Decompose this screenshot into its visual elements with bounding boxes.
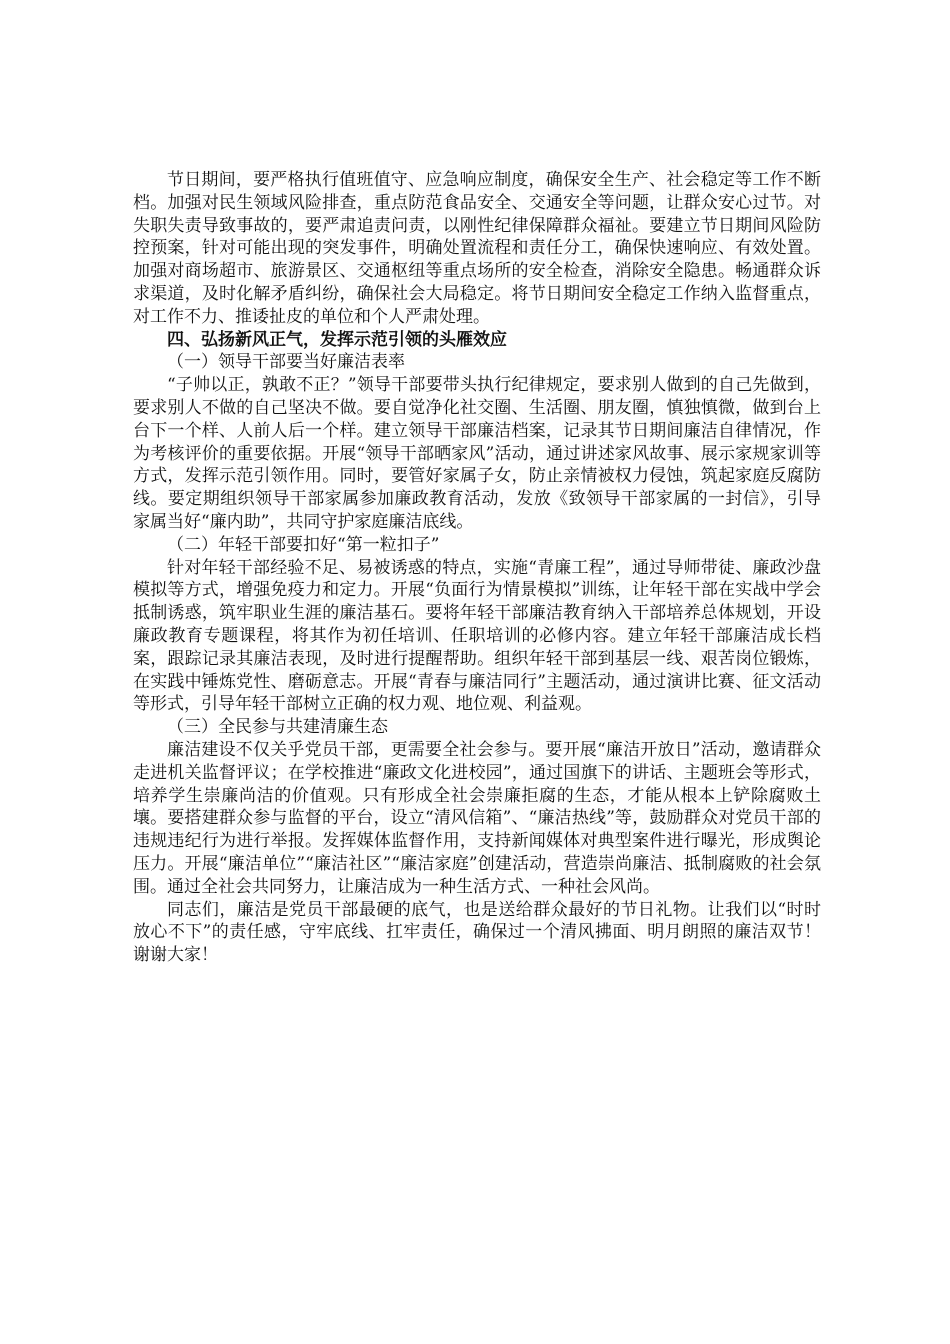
subsection-heading-1: （一）领导干部要当好廉洁表率	[167, 352, 405, 373]
paragraph-public-participation: 廉洁建设不仅关乎党员干部，更需要全社会参与。要开展“廉洁开放日”活动，邀请群众走进机关监督评议；在学校推进“廉政文化进校园”，通过国旗下的讲话、主题班会等形式，培养学生崇廉尚洁的价值观。只有形成全社会崇廉拒腐的生态，才能从根本上铲除腐败土壤。要搭建群众参与监督的平台，设立“清风信箱”、“廉洁热线”等，鼓励群众对党员干部的违规违纪行为进行举报。发挥媒体监督作用，支持新闻媒体对典型案件进行曝光，形成舆论压力。开展“廉洁单位”“廉洁社区”“廉洁家庭”创建活动，营造崇尚廉洁、抵制腐败的社会氛围。通过全社会共同努力，让廉洁成为一种生活方式、一种社会风尚。	[133, 739, 821, 897]
document-page	[133, 169, 821, 967]
section-heading-4: 四、弘扬新风正气，发挥示范引领的头雁效应	[167, 329, 507, 350]
subsection-heading-3: （三）全民参与共建清廉生态	[167, 717, 388, 738]
paragraph-leaders: “子帅以正，孰敢不正？”领导干部要带头执行纪律规定，要求别人做到的自己先做到，要求别人不做的自己坚决不做。要自觉净化社交圈、生活圈、朋友圈，慎独慎微，做到台上台下一个样、人前人后一个样。建立领导干部廉洁档案，记录其节日期间廉洁自律情况，作为考核评价的重要依据。开展“领导干部晒家风”活动，通过讲述家风故事、展示家规家训等方式，发挥示范引领作用。同时，要管好家属子女，防止亲情被权力侵蚀，筑起家庭反腐防线。要定期组织领导干部家属参加廉政教育活动，发放《致领导干部家属的一封信》，引导家属当好“廉内助”，共同守护家庭廉洁底线。	[133, 375, 821, 532]
paragraph-closing: 同志们，廉洁是党员干部最硬的底气，也是送给群众最好的节日礼物。让我们以“时时放心不下”的责任感，守牢底线、扛牢责任，确保过一个清风拂面、明月朗照的廉洁双节！谢谢大家！	[133, 899, 821, 966]
paragraph-young-cadres: 针对年轻干部经验不足、易被诱惑的特点，实施“青廉工程”，通过导师带徒、廉政沙盘模拟等方式，增强免疫力和定力。开展“负面行为情景模拟”训练，让年轻干部在实战中学会抵制诱惑，筑牢职业生涯的廉洁基石。要将年轻干部廉洁教育纳入干部培养总体规划，开设廉政教育专题课程，将其作为初任培训、任职培训的必修内容。建立年轻干部廉洁成长档案，跟踪记录其廉洁表现，及时进行提醒帮助。组织年轻干部到基层一线、艰苦岗位锻炼，在实践中锤炼党性、磨砺意志。开展“青春与廉洁同行”主题活动，通过演讲比赛、征文活动等形式，引导年轻干部树立正确的权力观、地位观、利益观。	[133, 557, 821, 715]
subsection-heading-2: （二）年轻干部要扣好“第一粒扣子”	[167, 534, 440, 555]
paragraph-safety: 节日期间，要严格执行值班值守、应急响应制度，确保安全生产、社会稳定等工作不断档。加强对民生领域风险排查，重点防范食品安全、交通安全等问题，让群众安心过节。对失职失责导致事故的，要严肃追责问责，以刚性纪律保障群众福祉。要建立节日期间风险防控预案，针对可能出现的突发事件，明确处置流程和责任分工，确保快速响应、有效处置。加强对商场超市、旅游景区、交通枢纽等重点场所的安全检查，消除安全隐患。畅通群众诉求渠道，及时化解矛盾纠纷，确保社会大局稳定。将节日期间安全稳定工作纳入监督重点，对工作不力、推诿扯皮的单位和个人严肃处理。	[133, 170, 821, 327]
